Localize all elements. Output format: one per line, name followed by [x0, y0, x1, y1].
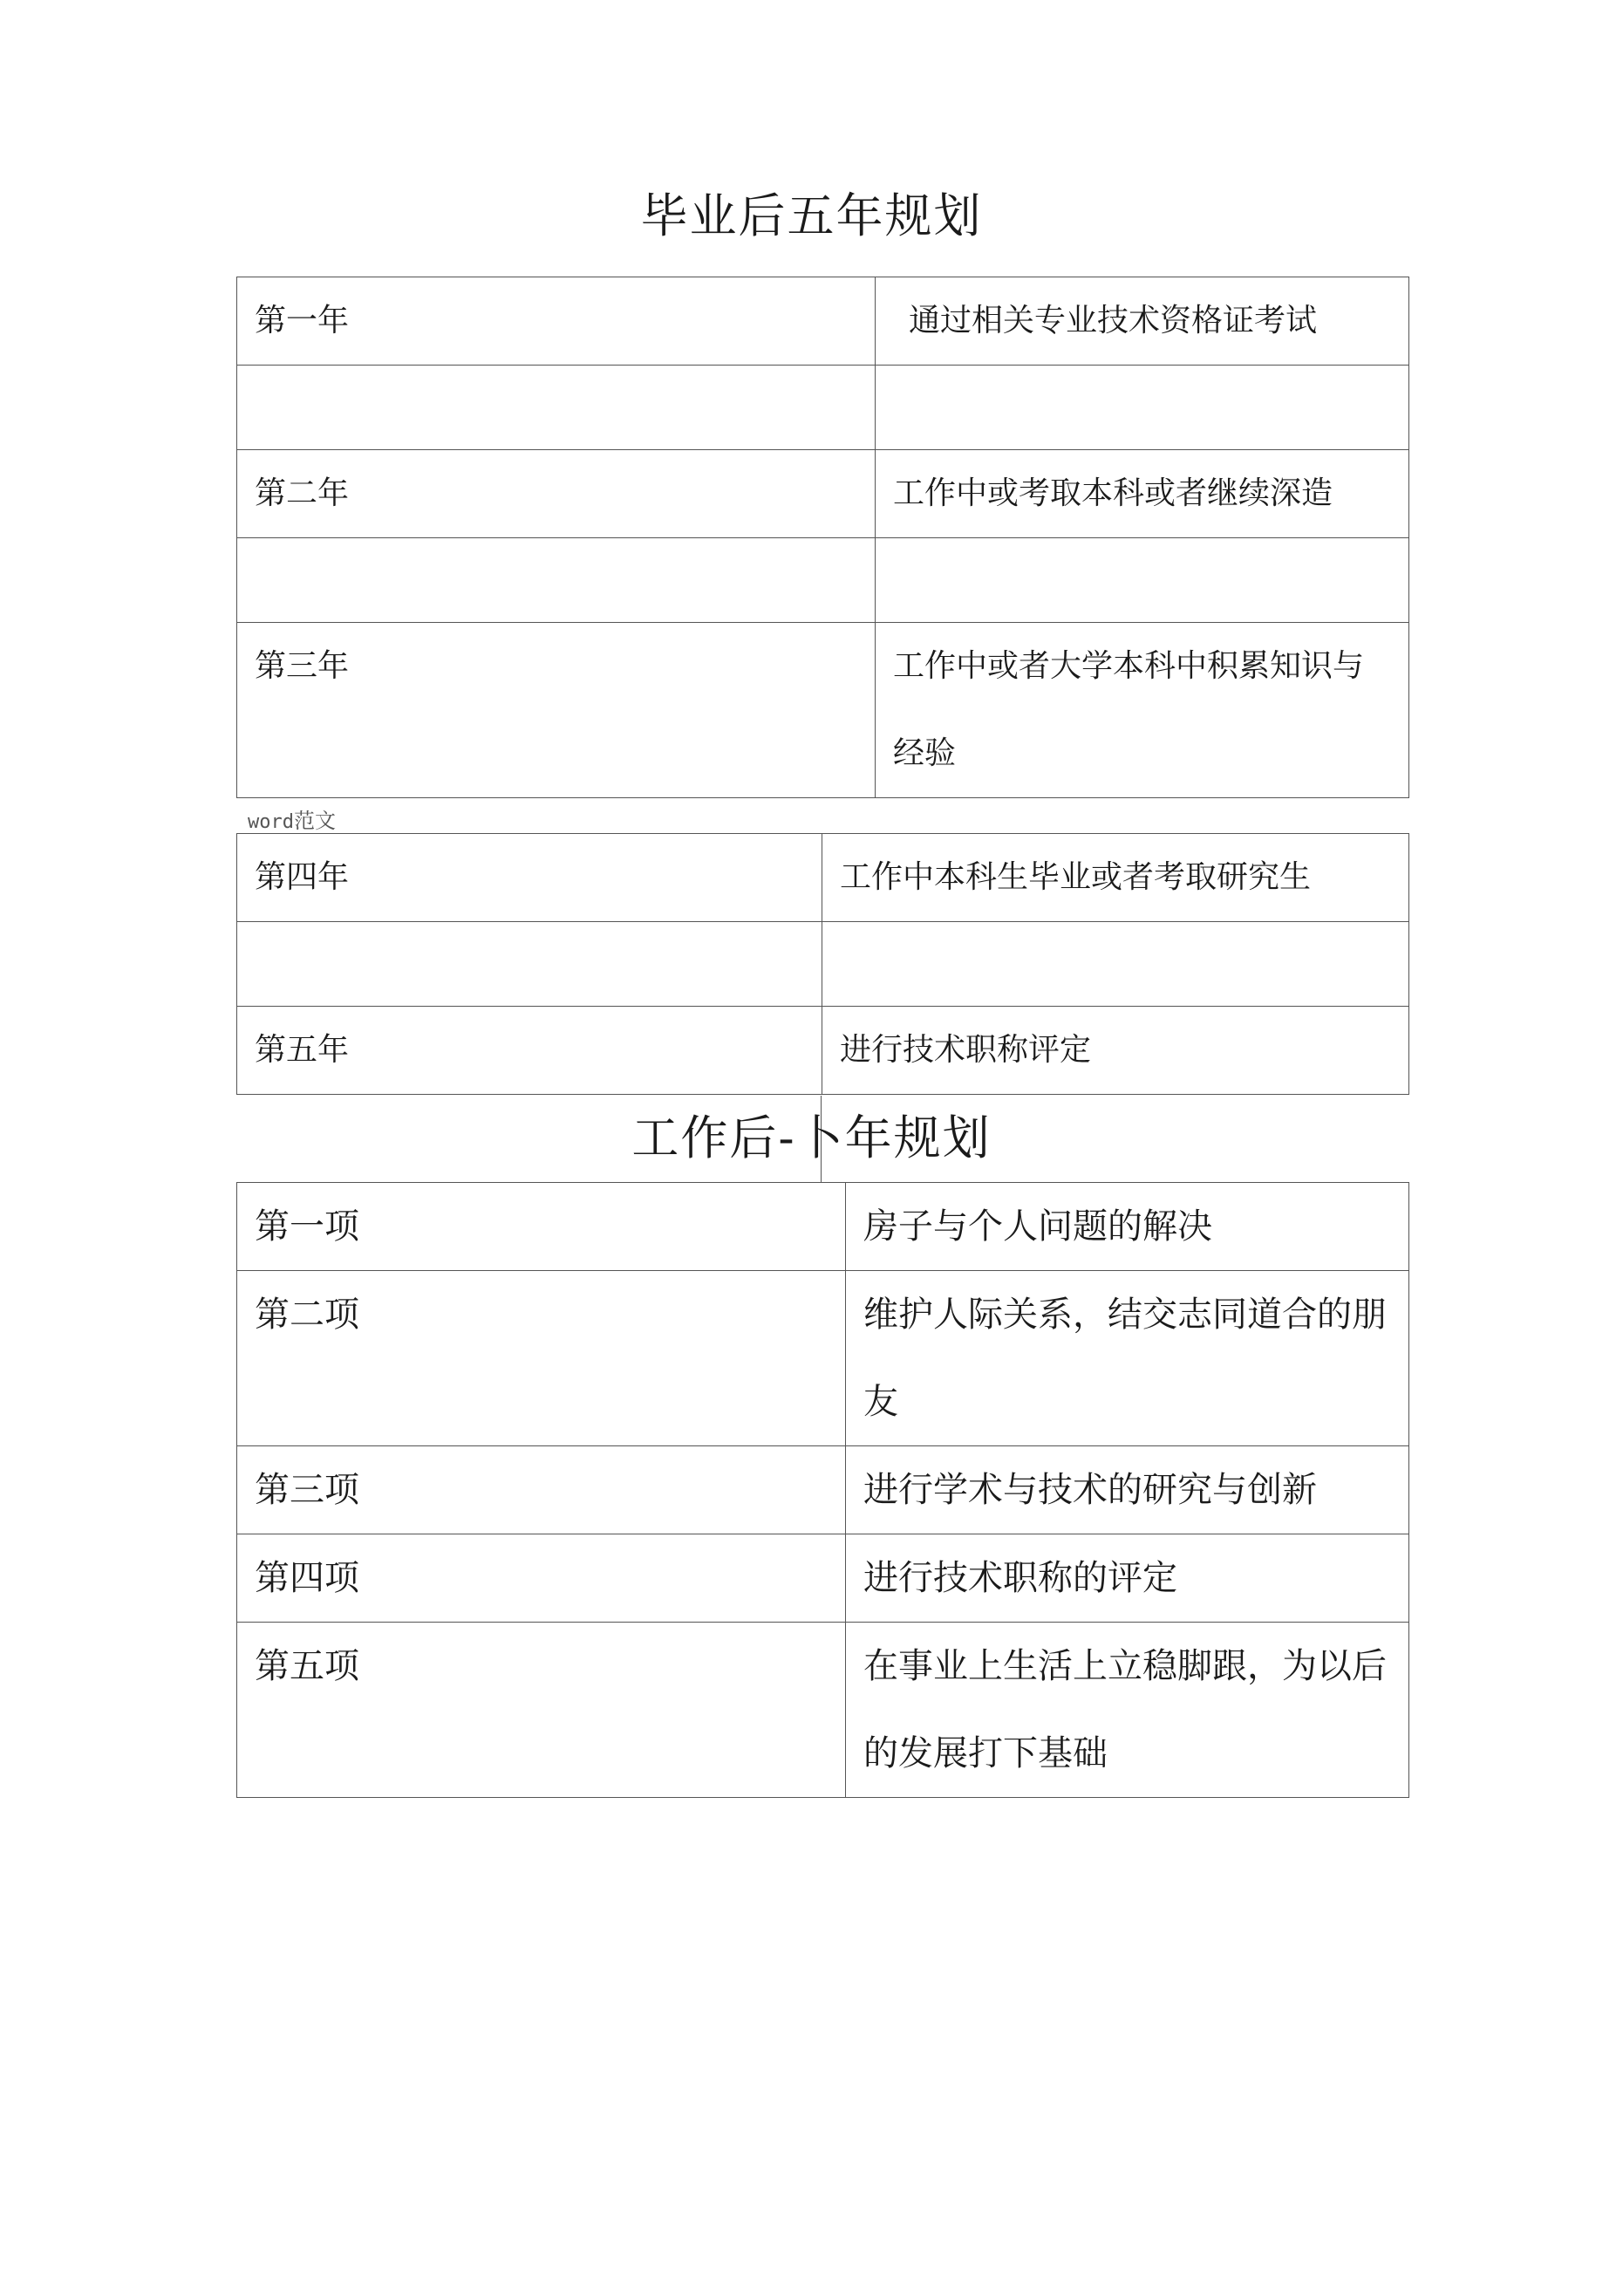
- row-label: 第三项: [237, 1446, 846, 1534]
- row-label: [237, 922, 822, 1007]
- table-row: [237, 1183, 1409, 1271]
- table-row: [237, 1534, 1409, 1623]
- row-content: 工作中或者大学本科中积累知识与经验: [876, 623, 1409, 798]
- word-caption: [248, 803, 336, 834]
- row-label: 第四年: [237, 834, 822, 922]
- table-row: [237, 834, 1409, 922]
- row-content: 房子与个人问题的解决: [846, 1183, 1409, 1271]
- table-row: [237, 277, 1409, 366]
- row-content: 工作中或考取本科或者继续深造: [876, 450, 1409, 538]
- table-row: [237, 1271, 1409, 1446]
- caption-latin: word: [248, 811, 294, 833]
- table-row: [237, 1007, 1409, 1095]
- row-label: 第三年: [237, 623, 876, 798]
- row-content: [876, 366, 1409, 450]
- row-content: 维护人际关系，结交志同道合的朋友: [846, 1271, 1409, 1446]
- row-content: [822, 922, 1409, 1007]
- row-content: 在事业上生活上立稳脚跟，为以后的发展打下基础: [846, 1623, 1409, 1798]
- row-label: 第五年: [237, 1007, 822, 1095]
- row-label: 第五项: [237, 1623, 846, 1798]
- row-content: 工作中本科生毕业或者考取研究生: [822, 834, 1409, 922]
- plan-title-after-work: 工作后-卜年规划: [631, 1110, 992, 1165]
- row-content: 进行学术与技术的研究与创新: [846, 1446, 1409, 1534]
- caption-cn: 范文: [293, 809, 336, 833]
- row-content: 进行技术职称的评定: [846, 1534, 1409, 1623]
- row-content: [876, 538, 1409, 623]
- row-content: 通过相关专业技术资格证考试: [876, 277, 1409, 366]
- row-label: [237, 366, 876, 450]
- row-label: 第二项: [237, 1271, 846, 1446]
- table-row: [237, 623, 1409, 798]
- five-year-table-part2: [236, 833, 1409, 1095]
- table-row: [237, 1446, 1409, 1534]
- five-year-table-part1: [236, 277, 1409, 798]
- plan-title-five-year: 毕业后五年规划: [640, 188, 983, 243]
- after-work-table: [236, 1182, 1409, 1798]
- row-label: 第一年: [237, 277, 876, 366]
- table-row: [237, 450, 1409, 538]
- table-row: [237, 366, 1409, 450]
- table-row: [237, 922, 1409, 1007]
- table-row: [237, 538, 1409, 623]
- row-label: 第四项: [237, 1534, 846, 1623]
- row-label: [237, 538, 876, 623]
- row-label: 第一项: [237, 1183, 846, 1271]
- row-content: 进行技术职称评定: [822, 1007, 1409, 1095]
- row-label: 第二年: [237, 450, 876, 538]
- table-row: [237, 1623, 1409, 1798]
